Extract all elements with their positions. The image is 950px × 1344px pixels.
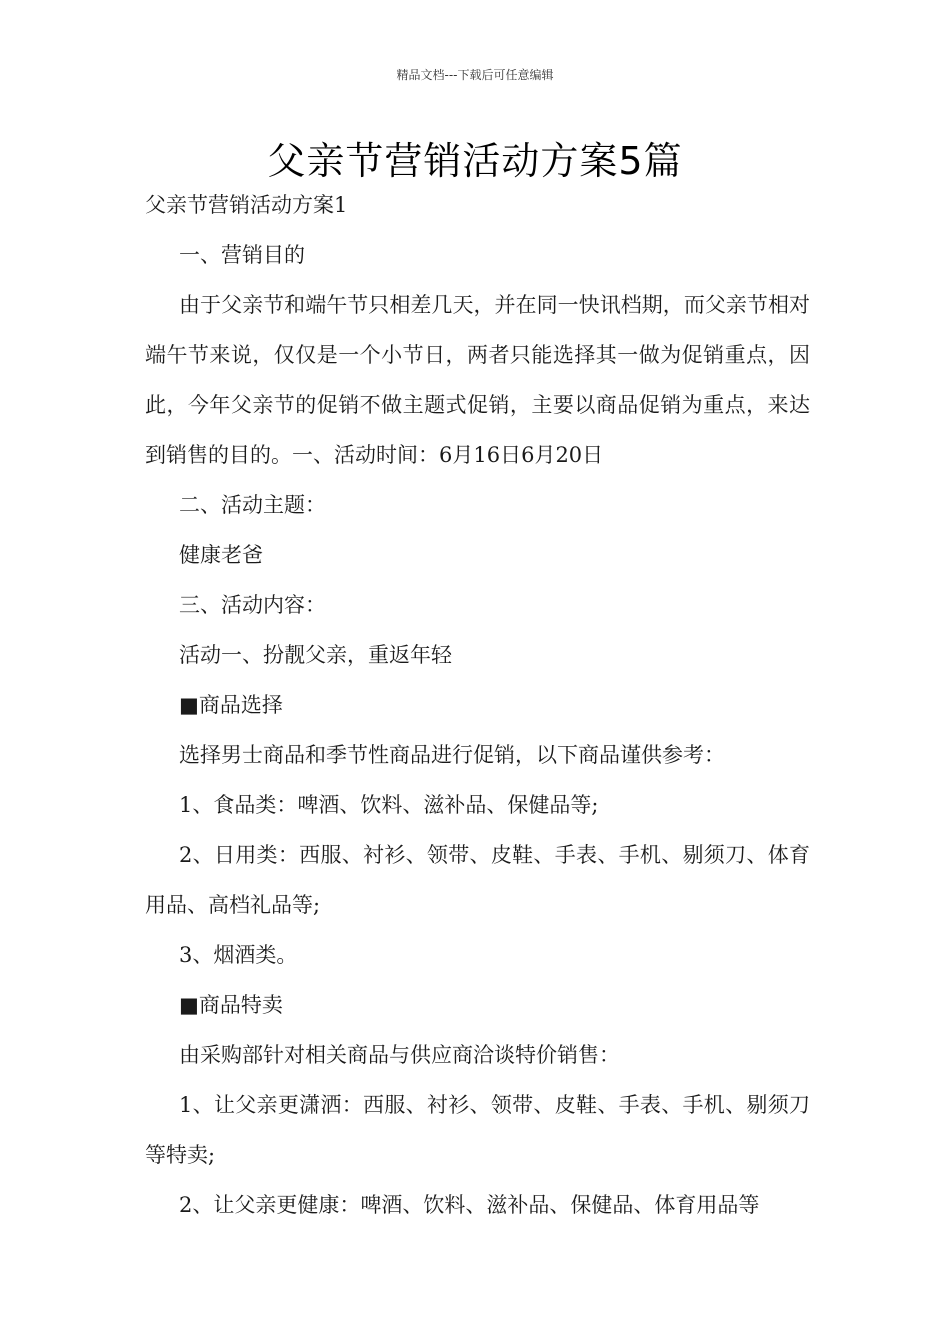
paragraph: 二、活动主题： — [179, 493, 326, 517]
list-item: 2、日用类：西服、衬衫、领带、皮鞋、手表、手机、剔须刀、体育用品、高档礼品等; — [145, 843, 810, 917]
paragraph: ■商品特卖 — [179, 993, 283, 1017]
list-item: 1、让父亲更潇洒：西服、衬衫、领带、皮鞋、手表、手机、剔须刀等特卖; — [145, 1093, 810, 1167]
list-item: 1、食品类：啤酒、饮料、滋补品、保健品等; — [179, 793, 599, 817]
paragraph: 三、活动内容： — [179, 593, 326, 617]
list-item: 2、让父亲更健康：啤酒、饮料、滋补品、保健品、体育用品等 — [179, 1193, 760, 1217]
document-title: 父亲节营销活动方案5篇 — [267, 139, 683, 183]
header-note: 精品文档---下载后可任意编辑 — [396, 68, 554, 82]
paragraph: 由采购部针对相关商品与供应商洽谈特价销售： — [179, 1043, 620, 1067]
paragraph: 健康老爸 — [179, 543, 263, 567]
list-item: 3、烟酒类。 — [179, 943, 298, 967]
paragraph: 选择男士商品和季节性商品进行促销，以下商品谨供参考： — [179, 743, 725, 767]
paragraph: 活动一、扮靓父亲，重返年轻 — [179, 643, 452, 667]
paragraph: ■商品选择 — [179, 693, 283, 717]
paragraph: 一、营销目的 — [179, 243, 305, 267]
section-heading: 父亲节营销活动方案1 — [145, 193, 348, 217]
document-body — [145, 180, 810, 1230]
paragraph: 由于父亲节和端午节只相差几天，并在同一快讯档期，而父亲节相对端午节来说，仅仅是一个小节日，两者只能选择其一做为促销重点，因此，今年父亲节的促销不做主题式促销，主要以商品促销为重点，来达到销售的目的。一、活动时间：6月16日6月20日 — [145, 293, 810, 467]
